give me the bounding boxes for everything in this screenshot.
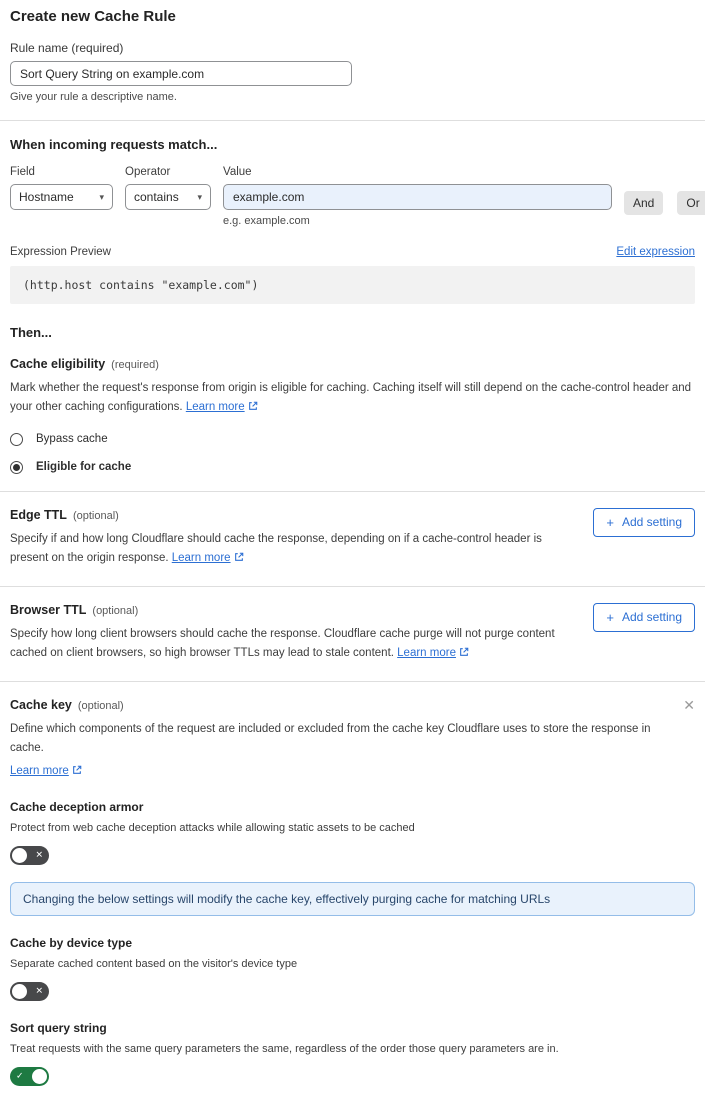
expression-preview-label: Expression Preview — [10, 246, 111, 258]
edit-expression-link[interactable]: Edit expression — [616, 246, 695, 258]
then-heading: Then... — [10, 325, 52, 340]
cache-deception-armor-description: Protect from web cache deception attacks while allowing static assets to be cached — [10, 821, 415, 834]
external-link-icon — [234, 550, 244, 569]
value-label: Value — [223, 166, 252, 178]
add-setting-label: Add setting — [621, 610, 682, 625]
rule-name-input[interactable] — [10, 61, 352, 86]
browser-ttl-description-text: Specify how long client browsers should cache the response. Cloudflare cache purge will not purge content cached on client browsers, so high browser TTLs may lead to stale content. — [10, 627, 555, 659]
sort-query-string-toggle[interactable] — [10, 1067, 49, 1086]
external-link-icon — [72, 762, 82, 780]
learn-more-link[interactable]: Learn more — [185, 400, 245, 413]
operator-select-value: contains — [134, 190, 179, 204]
browser-ttl-section — [10, 603, 695, 664]
and-button[interactable]: And — [624, 191, 663, 215]
field-select-value: Hostname — [19, 190, 74, 204]
field-column — [10, 166, 113, 227]
radio-label: Bypass cache — [36, 433, 108, 446]
browser-ttl-description — [10, 625, 578, 664]
browser-ttl-add-setting-button[interactable] — [593, 603, 695, 632]
expression-preview-header — [10, 246, 695, 258]
cache-deception-armor-title: Cache deception armor — [10, 799, 144, 814]
radio-option-bypass-cache[interactable] — [10, 433, 695, 446]
value-input[interactable] — [223, 184, 612, 210]
cache-by-device-type-toggle[interactable] — [10, 982, 49, 1001]
cache-eligibility-title: Cache eligibility — [10, 357, 106, 371]
cache-eligibility-description — [10, 379, 695, 418]
toggle-off-icon: ✕ — [35, 985, 43, 996]
edge-ttl-add-setting-button[interactable] — [593, 508, 695, 537]
radio-icon[interactable] — [10, 433, 23, 446]
rule-name-label: Rule name (required) — [10, 41, 124, 55]
edge-ttl-description-text: Specify if and how long Cloudflare should cache the response, depending on if a cache-control header is present on the origin response. — [10, 532, 542, 564]
radio-option-eligible-for-cache[interactable] — [10, 461, 695, 474]
toggle-on-check-icon: ✓ — [16, 1070, 24, 1081]
browser-ttl-qualifier: (optional) — [92, 604, 139, 617]
browser-ttl-title: Browser TTL — [10, 602, 87, 617]
toggle-off-icon: ✕ — [35, 849, 43, 860]
chevron-down-icon: ▾ — [99, 191, 104, 202]
cache-eligibility-header — [10, 357, 695, 371]
chevron-down-icon: ▾ — [197, 191, 202, 202]
cache-key-section — [10, 698, 695, 780]
cache-key-qualifier: (optional) — [77, 699, 124, 712]
match-heading: When incoming requests match... — [10, 137, 218, 152]
divider — [0, 120, 705, 121]
divider — [0, 586, 705, 587]
external-link-icon — [248, 399, 258, 418]
edge-ttl-title: Edge TTL — [10, 507, 67, 522]
edge-ttl-info — [10, 508, 578, 569]
learn-more-link[interactable]: Learn more — [10, 764, 69, 777]
cache-key-warning-banner: Changing the below settings will modify the cache key, effectively purging cache for matching URLs — [10, 882, 695, 916]
toggle-knob — [12, 984, 27, 999]
cache-key-description: Define which components of the request are included or excluded from the cache key Cloudflare uses to store the response in cache. — [10, 722, 651, 754]
field-label: Field — [10, 166, 35, 178]
browser-ttl-header — [10, 603, 578, 617]
value-column — [223, 166, 612, 227]
cache-eligibility-qualifier: (required) — [111, 359, 159, 371]
cache-by-device-type-description: Separate cached content based on the visitor's device type — [10, 957, 298, 970]
plus-icon: + — [606, 609, 614, 625]
edge-ttl-header — [10, 508, 578, 522]
value-helper: e.g. example.com — [223, 215, 310, 227]
edge-ttl-qualifier: (optional) — [72, 509, 119, 522]
condition-buttons — [624, 166, 705, 215]
or-button[interactable]: Or — [677, 191, 705, 215]
radio-checked-icon[interactable] — [10, 461, 23, 474]
cache-key-title: Cache key — [10, 697, 72, 712]
operator-column — [125, 166, 211, 227]
sort-query-string-description: Treat requests with the same query parameters the same, regardless of the order those query parameters are in. — [10, 1042, 559, 1055]
radio-label: Eligible for cache — [36, 461, 132, 474]
learn-more-link[interactable]: Learn more — [397, 646, 456, 659]
add-setting-label: Add setting — [621, 515, 682, 530]
operator-label: Operator — [125, 166, 171, 178]
plus-icon: + — [606, 514, 614, 530]
cache-key-header — [10, 698, 660, 712]
cache-eligibility-description-text: Mark whether the request's response from origin is eligible for caching. Caching itself will still depend on the cache-control header and your other caching configurations. — [10, 382, 692, 413]
condition-row — [10, 166, 700, 227]
close-icon[interactable]: ✕ — [683, 696, 695, 713]
cache-key-learn-more-row — [10, 761, 660, 780]
divider — [0, 681, 705, 682]
toggle-knob — [12, 848, 27, 863]
page-title: Create new Cache Rule — [10, 8, 176, 25]
cache-deception-armor-toggle[interactable] — [10, 846, 49, 865]
edge-ttl-description — [10, 530, 578, 569]
edge-ttl-section — [10, 508, 695, 569]
operator-select[interactable] — [125, 184, 211, 210]
expression-preview-box: (http.host contains "example.com") — [10, 266, 695, 304]
browser-ttl-info — [10, 603, 578, 664]
cache-by-device-type-title: Cache by device type — [10, 935, 133, 950]
external-link-icon — [459, 645, 469, 664]
cache-key-info — [10, 698, 660, 780]
rule-name-helper: Give your rule a descriptive name. — [10, 91, 177, 103]
divider — [0, 491, 705, 492]
field-select[interactable] — [10, 184, 113, 210]
toggle-knob — [32, 1069, 47, 1084]
learn-more-link[interactable]: Learn more — [171, 551, 231, 564]
sort-query-string-title: Sort query string — [10, 1020, 107, 1035]
